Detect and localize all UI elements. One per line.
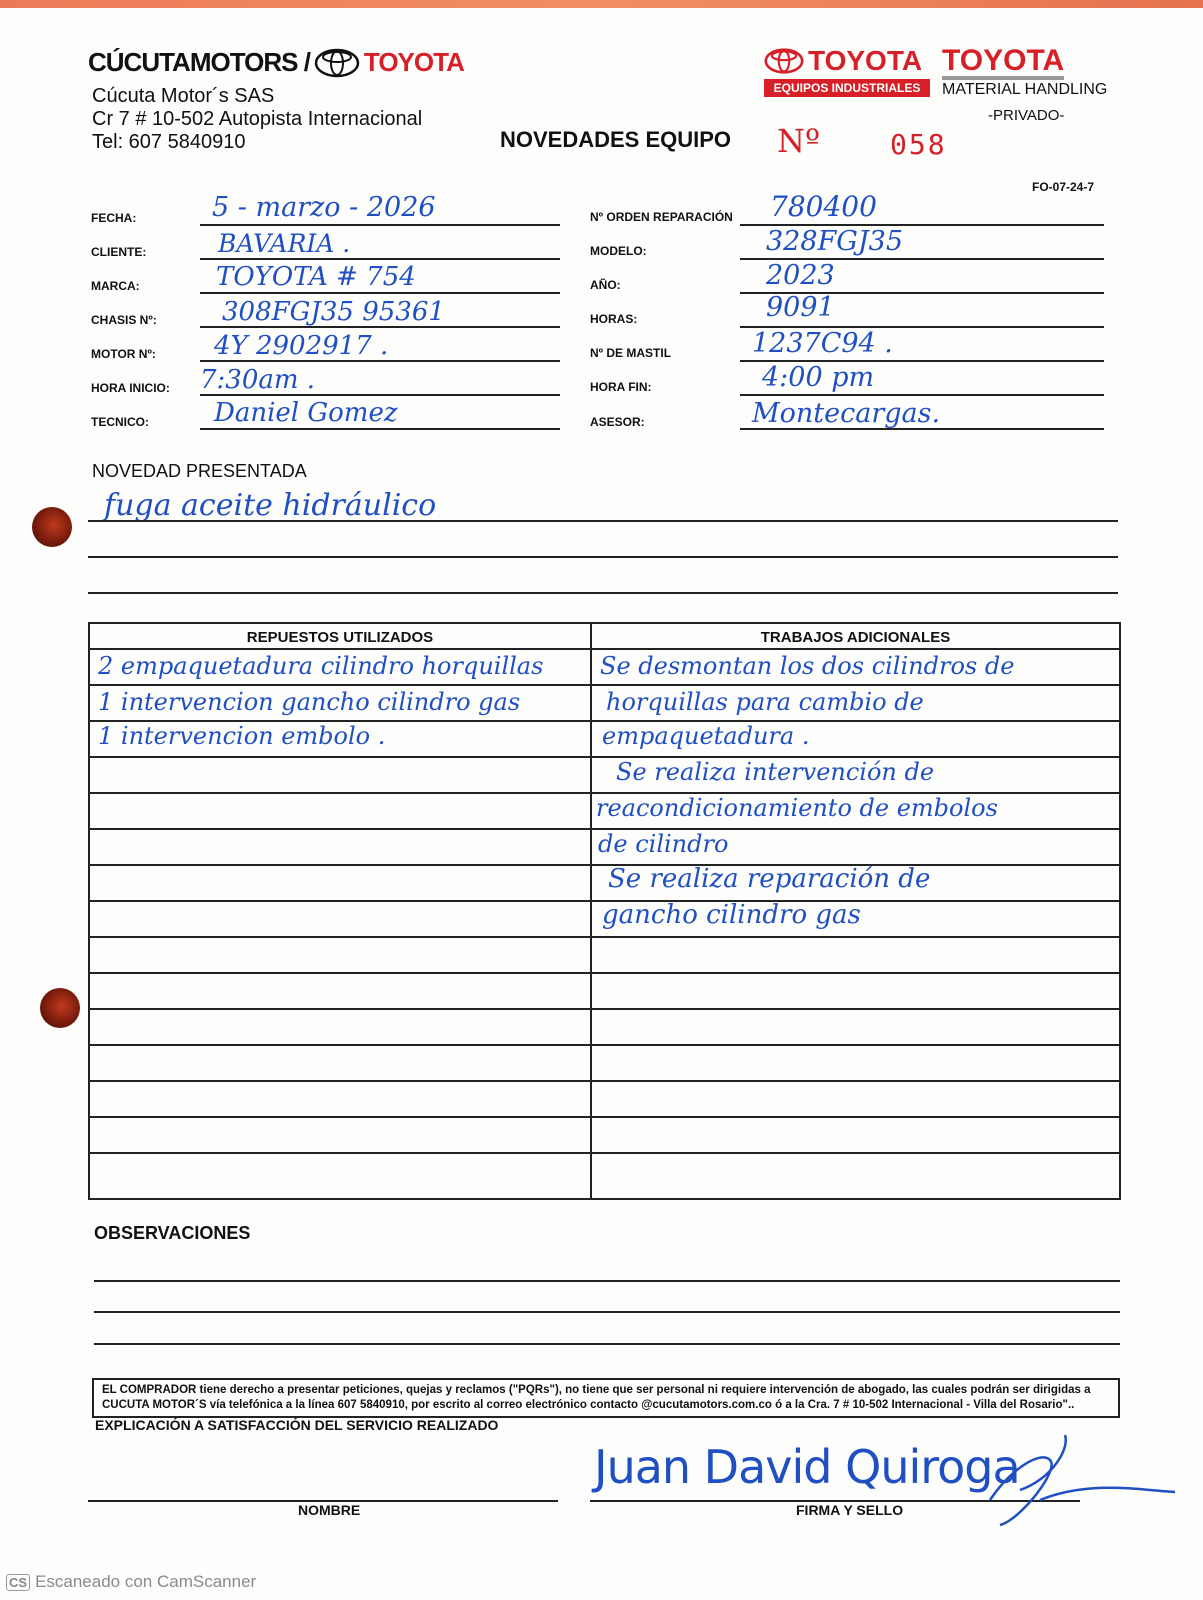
hora-fin-line — [740, 394, 1104, 396]
trabajo-line-1: Se desmontan los dos cilindros de — [600, 652, 1015, 680]
toyota-emblem-icon — [314, 48, 360, 78]
firma-label: FIRMA Y SELLO — [796, 1502, 904, 1518]
trabajo-line-3: empaquetadura . — [602, 722, 810, 750]
asesor-value: Montecargas. — [752, 398, 941, 429]
hora-inicio-label: HORA INICIO: — [91, 381, 170, 395]
camscanner-icon: CS — [6, 1574, 30, 1591]
trabajo-line-8: gancho cilindro gas — [602, 900, 861, 930]
repuesto-item-2: 1 intervencion gancho cilindro gas — [98, 688, 521, 716]
punch-hole-bottom — [40, 988, 80, 1028]
trabajo-line-4: Se realiza intervención de — [616, 758, 935, 786]
material-handling: MATERIAL HANDLING — [942, 81, 1108, 98]
table-row-line — [90, 1080, 1119, 1082]
motor-label: MOTOR Nº: — [91, 347, 156, 361]
trabajos-header: TRABAJOS ADICIONALES — [760, 629, 951, 646]
cliente-value: BAVARIA . — [218, 229, 351, 258]
camscanner-footer — [6, 1572, 256, 1592]
chasis-value: 308FGJ35 95361 — [222, 297, 445, 327]
fecha-line — [200, 224, 560, 226]
equipos-badge: EQUIPOS INDUSTRIALES — [764, 79, 930, 97]
table-row-line — [90, 972, 1119, 974]
toyota-word: TOYOTA — [363, 47, 464, 77]
fecha-value: 5 - marzo - 2026 — [212, 192, 436, 223]
table-row-line — [90, 756, 1119, 758]
right-toyota-2: TOYOTA — [942, 46, 1064, 80]
trabajo-line-2: horquillas para cambio de — [606, 688, 924, 716]
marca-line — [200, 292, 560, 294]
table-row-line — [90, 1044, 1119, 1046]
privado-label: -PRIVADO- — [988, 107, 1065, 124]
company-logo — [88, 47, 464, 78]
repuesto-item-1: 2 empaquetadura cilindro horquillas — [98, 652, 544, 680]
signature-scribble-icon — [980, 1430, 1180, 1530]
top-color-band — [0, 0, 1203, 8]
novedad-line-2 — [88, 556, 1118, 558]
hora-inicio-line — [200, 394, 560, 396]
right-toyota-1: TOYOTA — [808, 45, 923, 76]
camscanner-text: Escaneado con CamScanner — [35, 1572, 257, 1591]
horas-label: HORAS: — [590, 312, 638, 326]
table-column-divider — [590, 624, 592, 1198]
company-phone: Tel: 607 5840910 — [92, 131, 246, 153]
hora-inicio-value: 7:30am . — [200, 365, 316, 395]
mastil-label: Nº DE MASTIL — [590, 346, 672, 360]
observaciones-line-2 — [94, 1311, 1120, 1313]
hora-fin-value: 4:00 pm — [762, 362, 875, 393]
table-row-line — [90, 1008, 1119, 1010]
cliente-label: CLIENTE: — [91, 245, 147, 259]
signature-name: Juan David Quiroga — [594, 1440, 1020, 1494]
ano-value: 2023 — [766, 260, 835, 291]
company-brand: CÚCUTAMOTORS / — [88, 47, 310, 77]
legal-notice: EL COMPRADOR tiene derecho a presentar peticiones, quejas y reclamos ("PQRs"), no tiene que ser personal ni requiere intervención de abogado, las cuales podrán ser dirigidas a CUCUTA MOTOR´S vía telefónica a la línea 607 5840910, por escrito al correo electrónico contacto @cucutamotors.com.co ó a la Cra. 7 # 10-502 Internacional - Villa del Rosario".. — [92, 1378, 1120, 1418]
table-row-line — [90, 1116, 1119, 1118]
toyota-emblem-red-icon — [764, 48, 804, 74]
cliente-line — [200, 258, 560, 260]
table-row-line — [90, 1152, 1119, 1154]
marca-value: TOYOTA # 754 — [216, 262, 416, 292]
punch-hole-top — [32, 507, 72, 547]
trabajo-line-7: Se realiza reparación de — [608, 864, 931, 894]
marca-label: MARCA: — [91, 279, 140, 293]
observaciones-label: OBSERVACIONES — [94, 1223, 251, 1243]
modelo-value: 328FGJ35 — [766, 226, 904, 257]
ano-label: AÑO: — [590, 278, 621, 292]
asesor-line — [740, 428, 1104, 430]
motor-value: 4Y 2902917 . — [214, 331, 389, 361]
modelo-label: MODELO: — [590, 244, 647, 258]
table-row-line — [90, 936, 1119, 938]
company-address: Cr 7 # 10-502 Autopista Internacional — [92, 108, 423, 130]
company-name: Cúcuta Motor´s SAS — [92, 85, 275, 107]
novedad-label: NOVEDAD PRESENTADA — [92, 461, 307, 481]
mastil-value: 1237C94 . — [752, 328, 893, 359]
hora-fin-label: HORA FIN: — [590, 380, 652, 394]
explicacion-label: EXPLICACIÓN A SATISFACCIÓN DEL SERVICIO REALIZADO — [95, 1417, 499, 1433]
motor-line — [200, 360, 560, 362]
observaciones-line-3 — [94, 1343, 1120, 1345]
tecnico-label: TECNICO: — [91, 415, 149, 429]
table-row-line — [90, 648, 1119, 650]
asesor-label: ASESOR: — [590, 415, 645, 429]
chasis-line — [200, 326, 560, 328]
chasis-label: CHASIS Nº: — [91, 313, 157, 327]
work-table — [88, 622, 1121, 1200]
trabajo-line-5: reacondicionamiento de embolos — [596, 794, 998, 822]
repuesto-item-3: 1 intervencion embolo . — [98, 722, 386, 750]
novedad-text: fuga aceite hidráulico — [104, 488, 437, 523]
trabajo-line-6: de cilindro — [598, 830, 729, 858]
orden-value: 780400 — [770, 190, 877, 223]
tecnico-value: Daniel Gomez — [214, 398, 398, 428]
form-title: NOVEDADES EQUIPO — [500, 127, 732, 152]
toyota-equipos-logo — [764, 45, 930, 97]
tecnico-line — [200, 428, 560, 430]
table-row-line — [90, 864, 1119, 866]
form-code: FO-07-24-7 — [1032, 180, 1095, 194]
novedad-line-1 — [88, 520, 1118, 522]
nombre-label: NOMBRE — [298, 1502, 361, 1518]
orden-label: Nº ORDEN REPARACIÓN — [590, 210, 733, 224]
repuestos-header: REPUESTOS UTILIZADOS — [246, 629, 434, 646]
observaciones-line-1 — [94, 1280, 1120, 1282]
table-row-line — [90, 684, 1119, 686]
fecha-label: FECHA: — [91, 211, 137, 225]
novedad-line-3 — [88, 592, 1118, 594]
number-label: Nº — [777, 122, 821, 160]
horas-value: 9091 — [766, 292, 835, 323]
form-number: 058 — [890, 128, 947, 161]
